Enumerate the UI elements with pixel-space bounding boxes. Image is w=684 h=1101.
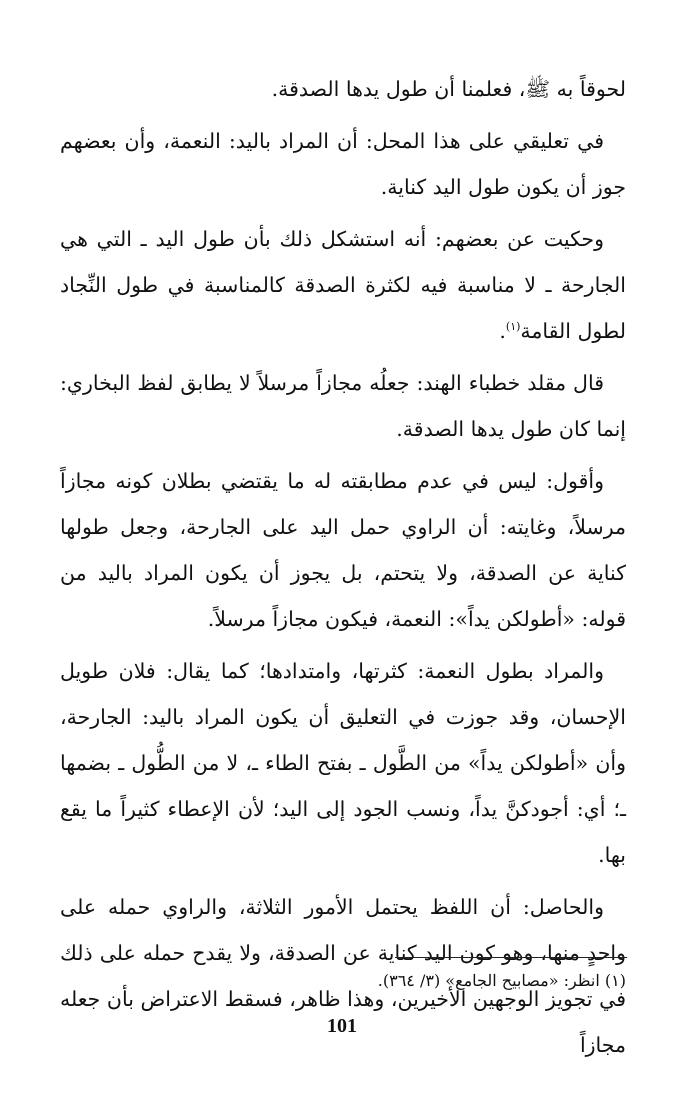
footnote-divider xyxy=(395,957,627,958)
paragraph-2: في تعليقي على هذا المحل: أن المراد باليد: النعمة، وأن بعضهم جوز أن يكون طول اليد كناية. xyxy=(60,129,626,199)
paragraph-4: قال مقلد خطباء الهند: جعلُه مجازاً مرسلاً لا يطابق لفظ البخاري: إنما كان طول يدها الصدقة. xyxy=(60,371,626,441)
page-body xyxy=(60,66,626,1074)
footnote: (١) انظر: «مصابيح الجامع» (٣/ ٣٦٤). xyxy=(377,971,626,990)
footnote-marker[interactable]: (١) xyxy=(505,320,521,334)
paragraph-3-text: وحكيت عن بعضهم: أنه استشكل ذلك بأن طول اليد ـ التي هي الجارحة ـ لا مناسبة فيه لكثرة الصدقة كالمناسبة في طول النِّجاد لطول القامة xyxy=(60,227,626,343)
paragraph-5: وأقول: ليس في عدم مطابقته له ما يقتضي بطلان كونه مجازاً مرسلاً، وغايته: أن الراوي حمل اليد على الجارحة، وجعل طولها كناية عن الصدقة، ولا يتحتم، بل يجوز أن يكون المراد باليد من قوله: «أطولكن يداً»: النعمة، فيكون مجازاً مرسلاً. xyxy=(60,469,626,631)
paragraph-3: وحكيت عن بعضهم: أنه استشكل ذلك بأن طول اليد ـ التي هي الجارحة ـ لا مناسبة فيه لكثرة الصدقة كالمناسبة في طول النِّجاد لطول القامة$^{(١)}$. xyxy=(60,227,626,343)
page-number: 101 xyxy=(327,1015,357,1037)
paragraph-7: والحاصل: أن اللفظ يحتمل الأمور الثلاثة، والراوي حمله على واحدٍ منها، وهو كون اليد كناية عن الصدقة، ولا يقدح حمله على ذلك في تجويز الوجهين الأخيرين، وهذا ظاهر، فسقط الاعتراض بأن جعله مجازاً xyxy=(60,895,626,1057)
paragraph-1: لحوقاً به ﷺ، فعلمنا أن طول يدها الصدقة. xyxy=(271,77,626,101)
paragraph-6: والمراد بطول النعمة: كثرتها، وامتدادها؛ كما يقال: فلان طويل الإحسان، وقد جوزت في التعليق أن يكون المراد باليد: الجارحة، وأن «أطولكن يداً» من الطَّول ـ بفتح الطاء ـ، لا من الطُّول ـ بضمها ـ؛ أي: أجودكنَّ يداً، ونسب الجود إلى اليد؛ لأن الإعطاء كثيراً ما يقع بها. xyxy=(60,659,626,867)
